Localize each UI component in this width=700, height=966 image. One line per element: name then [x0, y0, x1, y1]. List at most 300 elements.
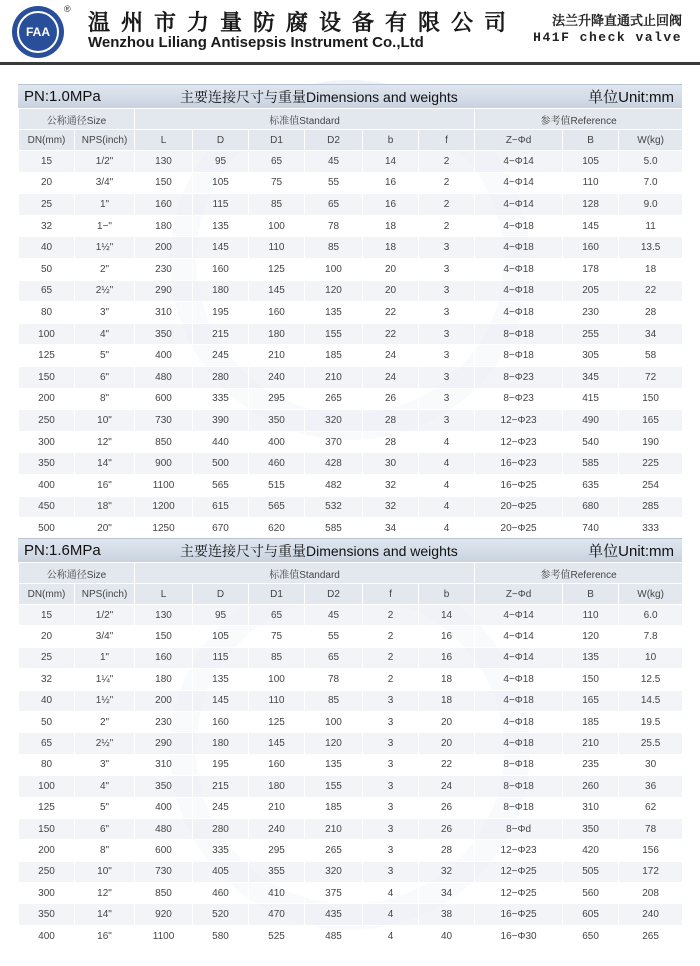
- table-cell: 265: [305, 840, 363, 861]
- table-cell: 505: [563, 861, 619, 882]
- table-cell: 3": [75, 754, 135, 775]
- table-row: [19, 776, 683, 797]
- table-cell: 450: [19, 496, 75, 518]
- table-cell: 3: [419, 410, 475, 432]
- table-cell: 22: [619, 280, 683, 302]
- table-cell: 420: [563, 840, 619, 861]
- table-cell: 350: [19, 904, 75, 925]
- table-cell: 28: [363, 431, 419, 453]
- table-row: [19, 323, 683, 345]
- table-cell: 3: [363, 818, 419, 839]
- table-cell: 1100: [135, 925, 193, 946]
- table-cell: 4: [419, 474, 475, 496]
- table-cell: 500: [19, 518, 75, 540]
- page-header: [0, 0, 700, 62]
- table-cell: 230: [563, 302, 619, 324]
- table-cell: 20: [363, 280, 419, 302]
- table-cell: 75: [249, 172, 305, 194]
- table-cell: 160: [135, 647, 193, 668]
- product-name-en: H41F check valve: [533, 30, 682, 45]
- table-cell: 200: [19, 388, 75, 410]
- table-cell: 210: [305, 818, 363, 839]
- table-cell: 4−Φ14: [475, 151, 563, 173]
- table-cell: 100: [19, 323, 75, 345]
- table-cell: 2": [75, 711, 135, 732]
- column-header: W(kg): [619, 130, 683, 151]
- table-cell: 435: [305, 904, 363, 925]
- table-cell: 65: [19, 733, 75, 754]
- table-cell: 78: [305, 215, 363, 237]
- table-cell: 230: [135, 711, 193, 732]
- table-cell: 310: [135, 302, 193, 324]
- table-cell: 130: [135, 151, 193, 173]
- table-cell: 38: [419, 904, 475, 925]
- table-cell: 9.0: [619, 194, 683, 216]
- table-cell: 180: [193, 280, 249, 302]
- table-cell: 34: [419, 883, 475, 904]
- table-cell: 14: [419, 605, 475, 626]
- table-cell: 30: [619, 754, 683, 775]
- table-cell: 300: [19, 883, 75, 904]
- column-header: NPS(inch): [75, 584, 135, 605]
- table-cell: 125: [19, 345, 75, 367]
- group-header-standard: 标准值Standard: [135, 109, 475, 130]
- faa-logo-text: FAA: [17, 11, 59, 53]
- table-cell: 310: [135, 754, 193, 775]
- table-cell: 32: [19, 669, 75, 690]
- column-header-row: [19, 130, 683, 151]
- table-cell: 265: [305, 388, 363, 410]
- table-row: [19, 711, 683, 732]
- table-cell: 24: [419, 776, 475, 797]
- column-header: b: [363, 130, 419, 151]
- table-cell: 20: [363, 258, 419, 280]
- table-cell: 540: [563, 431, 619, 453]
- table-row: [19, 453, 683, 475]
- table-cell: 24: [363, 366, 419, 388]
- column-header: W(kg): [619, 584, 683, 605]
- table-cell: 195: [193, 302, 249, 324]
- column-header: D1: [249, 130, 305, 151]
- table-cell: 320: [305, 410, 363, 432]
- pressure-rating: PN:1.0MPa: [24, 88, 101, 105]
- table-cell: 10": [75, 410, 135, 432]
- group-header-row: [19, 563, 683, 584]
- table-cell: 160: [249, 302, 305, 324]
- table-cell: 285: [619, 496, 683, 518]
- table-cell: 4−Φ14: [475, 605, 563, 626]
- table-cell: 730: [135, 861, 193, 882]
- table-cell: 740: [563, 518, 619, 540]
- table-cell: 335: [193, 388, 249, 410]
- table-cell: 5": [75, 345, 135, 367]
- unit-label: 单位Unit:mm: [588, 543, 674, 560]
- table-cell: 95: [193, 151, 249, 173]
- table-cell: 120: [563, 626, 619, 647]
- table-cell: 254: [619, 474, 683, 496]
- table-cell: 7.8: [619, 626, 683, 647]
- table-cell: 215: [193, 776, 249, 797]
- table-row: [19, 258, 683, 280]
- table-cell: 32: [363, 474, 419, 496]
- table-cell: 290: [135, 733, 193, 754]
- column-header: D: [193, 584, 249, 605]
- table-cell: 6": [75, 366, 135, 388]
- table-cell: 105: [193, 626, 249, 647]
- table-cell: 6.0: [619, 605, 683, 626]
- table-cell: 14": [75, 904, 135, 925]
- table-cell: 500: [193, 453, 249, 475]
- table-cell: 180: [249, 323, 305, 345]
- table-row: [19, 431, 683, 453]
- table-cell: 45: [305, 151, 363, 173]
- column-header: b: [419, 584, 475, 605]
- table-cell: 4": [75, 776, 135, 797]
- table-cell: 8−Φ23: [475, 366, 563, 388]
- table-cell: 210: [249, 797, 305, 818]
- table-cell: 4: [363, 904, 419, 925]
- section-title-bar: [18, 84, 682, 108]
- table-cell: 4−Φ14: [475, 194, 563, 216]
- table-cell: 520: [193, 904, 249, 925]
- table-cell: 4−Φ18: [475, 302, 563, 324]
- table-cell: 350: [19, 453, 75, 475]
- table-cell: 3: [363, 797, 419, 818]
- section-title-bar: [18, 538, 682, 562]
- table-cell: 3: [419, 258, 475, 280]
- table-cell: 34: [363, 518, 419, 540]
- table-cell: 470: [249, 904, 305, 925]
- table-cell: 110: [249, 690, 305, 711]
- table-cell: 14.5: [619, 690, 683, 711]
- table-cell: 13.5: [619, 237, 683, 259]
- table-cell: 110: [249, 237, 305, 259]
- table-cell: 165: [563, 690, 619, 711]
- column-header: B: [563, 584, 619, 605]
- table-cell: 78: [305, 669, 363, 690]
- table-cell: 370: [305, 431, 363, 453]
- table-cell: 16": [75, 474, 135, 496]
- table-cell: 15: [19, 605, 75, 626]
- table-cell: 85: [249, 194, 305, 216]
- section-title: 主要连接尺寸与重量Dimensions and weights: [180, 542, 458, 559]
- table-cell: 8": [75, 840, 135, 861]
- table-cell: 135: [193, 669, 249, 690]
- table-cell: 180: [135, 215, 193, 237]
- table-cell: 290: [135, 280, 193, 302]
- table-cell: 410: [249, 883, 305, 904]
- table-cell: 18: [363, 237, 419, 259]
- table-cell: 280: [193, 366, 249, 388]
- table-row: [19, 647, 683, 668]
- table-cell: 3: [419, 323, 475, 345]
- table-cell: 75: [249, 626, 305, 647]
- table-cell: 350: [249, 410, 305, 432]
- table-cell: 415: [563, 388, 619, 410]
- table-cell: 8−Φ18: [475, 345, 563, 367]
- table-cell: 585: [563, 453, 619, 475]
- table-cell: 565: [193, 474, 249, 496]
- table-cell: 2: [419, 151, 475, 173]
- table-cell: 125: [19, 797, 75, 818]
- table-cell: 490: [563, 410, 619, 432]
- table-cell: 20: [19, 172, 75, 194]
- table-cell: 65: [305, 194, 363, 216]
- table-cell: 24: [363, 345, 419, 367]
- table-row: [19, 840, 683, 861]
- table-cell: 900: [135, 453, 193, 475]
- column-header: D1: [249, 584, 305, 605]
- table-cell: 14": [75, 453, 135, 475]
- table-cell: 4−Φ18: [475, 215, 563, 237]
- table-row: [19, 172, 683, 194]
- table-cell: 7.0: [619, 172, 683, 194]
- table-cell: 178: [563, 258, 619, 280]
- table-cell: 6": [75, 818, 135, 839]
- table-cell: 375: [305, 883, 363, 904]
- table-cell: 250: [19, 410, 75, 432]
- table-cell: 32: [419, 861, 475, 882]
- table-cell: 16−Φ23: [475, 453, 563, 475]
- table-cell: 3: [363, 733, 419, 754]
- product-name-cn: 法兰升降直通式止回阀: [551, 13, 682, 28]
- table-cell: 145: [563, 215, 619, 237]
- table-cell: 100: [305, 258, 363, 280]
- table-cell: 210: [249, 345, 305, 367]
- table-cell: 18: [419, 690, 475, 711]
- table-cell: 460: [193, 883, 249, 904]
- table-cell: 22: [363, 323, 419, 345]
- table-cell: 4: [419, 453, 475, 475]
- table-cell: 150: [135, 626, 193, 647]
- table-cell: 15: [19, 151, 75, 173]
- table-cell: 135: [305, 302, 363, 324]
- table-cell: 428: [305, 453, 363, 475]
- table-cell: 150: [19, 366, 75, 388]
- table-cell: 210: [563, 733, 619, 754]
- table-cell: 12−Φ23: [475, 431, 563, 453]
- table-cell: 2: [419, 194, 475, 216]
- table-cell: 4−Φ18: [475, 733, 563, 754]
- table-cell: 532: [305, 496, 363, 518]
- table-row: [19, 904, 683, 925]
- table-cell: 565: [249, 496, 305, 518]
- table-row: [19, 215, 683, 237]
- table-cell: 160: [135, 194, 193, 216]
- table-cell: 240: [249, 366, 305, 388]
- table-cell: 25.5: [619, 733, 683, 754]
- table-cell: 320: [305, 861, 363, 882]
- table-cell: 125: [249, 711, 305, 732]
- table-cell: 3: [419, 366, 475, 388]
- table-cell: 8−Φ18: [475, 776, 563, 797]
- table-cell: 2: [363, 647, 419, 668]
- column-header: DN(mm): [19, 584, 75, 605]
- table-row: [19, 797, 683, 818]
- table-cell: 16−Φ25: [475, 904, 563, 925]
- table-cell: 2: [363, 605, 419, 626]
- pressure-rating: PN:1.6MPa: [24, 542, 101, 559]
- table-cell: 3: [363, 861, 419, 882]
- table-cell: 40: [19, 237, 75, 259]
- group-header-standard: 标准值Standard: [135, 563, 475, 584]
- table-cell: 32: [19, 215, 75, 237]
- table-cell: 405: [193, 861, 249, 882]
- table-cell: 400: [19, 474, 75, 496]
- table-cell: 115: [193, 647, 249, 668]
- table-cell: 3/4": [75, 626, 135, 647]
- column-header: D2: [305, 584, 363, 605]
- group-header-reference: 参考值Reference: [475, 109, 683, 130]
- table-cell: 160: [193, 258, 249, 280]
- table-cell: 50: [19, 711, 75, 732]
- table-row: [19, 818, 683, 839]
- table-cell: 12": [75, 883, 135, 904]
- table-cell: 155: [305, 323, 363, 345]
- table-cell: 180: [135, 669, 193, 690]
- table-cell: 135: [563, 647, 619, 668]
- table-cell: 130: [135, 605, 193, 626]
- table-cell: 482: [305, 474, 363, 496]
- table-cell: 26: [363, 388, 419, 410]
- table-cell: 480: [135, 818, 193, 839]
- table-cell: 265: [619, 925, 683, 946]
- table-row: [19, 754, 683, 775]
- table-cell: 4−Φ18: [475, 280, 563, 302]
- table-cell: 390: [193, 410, 249, 432]
- group-header-size: 公称通径Size: [19, 563, 135, 584]
- table-cell: 350: [563, 818, 619, 839]
- table-cell: 3: [363, 690, 419, 711]
- column-header: NPS(inch): [75, 130, 135, 151]
- table-cell: 3: [363, 840, 419, 861]
- table-cell: 155: [305, 776, 363, 797]
- table-cell: 16: [363, 172, 419, 194]
- table-cell: 335: [193, 840, 249, 861]
- table-cell: 245: [193, 797, 249, 818]
- table-cell: 18: [419, 669, 475, 690]
- table-cell: 4: [363, 883, 419, 904]
- table-cell: 135: [193, 215, 249, 237]
- table-cell: 3: [419, 388, 475, 410]
- table-cell: 250: [19, 861, 75, 882]
- table-cell: 3": [75, 302, 135, 324]
- table-cell: 4−Φ14: [475, 172, 563, 194]
- table-cell: 20: [419, 711, 475, 732]
- table-cell: 5": [75, 797, 135, 818]
- table-cell: 620: [249, 518, 305, 540]
- table-cell: 1/2": [75, 151, 135, 173]
- table-cell: 150: [619, 388, 683, 410]
- faa-logo: [12, 6, 64, 58]
- table-cell: 2½": [75, 280, 135, 302]
- table-cell: 400: [19, 925, 75, 946]
- table-cell: 1/2": [75, 605, 135, 626]
- table-cell: 1200: [135, 496, 193, 518]
- table-cell: 25: [19, 647, 75, 668]
- table-cell: 4−Φ18: [475, 711, 563, 732]
- table-cell: 40: [419, 925, 475, 946]
- table-cell: 255: [563, 323, 619, 345]
- table-cell: 50: [19, 258, 75, 280]
- column-header: L: [135, 130, 193, 151]
- header-divider: [0, 62, 700, 65]
- table-cell: 160: [249, 754, 305, 775]
- table-cell: 4−Φ18: [475, 690, 563, 711]
- table-cell: 125: [249, 258, 305, 280]
- table-cell: 4−Φ14: [475, 647, 563, 668]
- table-row: [19, 605, 683, 626]
- table-cell: 1¼": [75, 669, 135, 690]
- table-cell: 3: [419, 345, 475, 367]
- table-cell: 1250: [135, 518, 193, 540]
- table-cell: 20: [419, 733, 475, 754]
- table-row: [19, 194, 683, 216]
- table-cell: 2: [419, 215, 475, 237]
- column-header: B: [563, 130, 619, 151]
- table-cell: 20": [75, 518, 135, 540]
- table-cell: 62: [619, 797, 683, 818]
- table-cell: 920: [135, 904, 193, 925]
- table-cell: 605: [563, 904, 619, 925]
- table-cell: 3: [363, 776, 419, 797]
- section-pn10: [18, 84, 682, 540]
- table-cell: 5.0: [619, 151, 683, 173]
- table-body: [19, 605, 683, 947]
- table-cell: 235: [563, 754, 619, 775]
- table-cell: 80: [19, 302, 75, 324]
- table-cell: 128: [563, 194, 619, 216]
- column-header: D: [193, 130, 249, 151]
- table-cell: 150: [19, 818, 75, 839]
- table-cell: 850: [135, 431, 193, 453]
- table-body: [19, 151, 683, 540]
- table-cell: 4−Φ18: [475, 258, 563, 280]
- table-cell: 8−Φ18: [475, 754, 563, 775]
- table-cell: 180: [193, 733, 249, 754]
- table-cell: 1": [75, 647, 135, 668]
- table-cell: 28: [419, 840, 475, 861]
- table-cell: 36: [619, 776, 683, 797]
- table-cell: 350: [135, 323, 193, 345]
- table-cell: 12−Φ25: [475, 883, 563, 904]
- table-cell: 240: [619, 904, 683, 925]
- table-cell: 100: [19, 776, 75, 797]
- table-cell: 30: [363, 453, 419, 475]
- table-cell: 20: [19, 626, 75, 647]
- table-row: [19, 366, 683, 388]
- table-cell: 4": [75, 323, 135, 345]
- table-cell: 172: [619, 861, 683, 882]
- table-cell: 210: [305, 366, 363, 388]
- table-cell: 240: [249, 818, 305, 839]
- table-cell: 16: [419, 626, 475, 647]
- table-cell: 120: [305, 733, 363, 754]
- table-cell: 18: [363, 215, 419, 237]
- column-header-row: [19, 584, 683, 605]
- table-cell: 14: [363, 151, 419, 173]
- table-cell: 65: [249, 151, 305, 173]
- table-cell: 185: [305, 797, 363, 818]
- table-cell: 160: [563, 237, 619, 259]
- table-cell: 16: [363, 194, 419, 216]
- table-cell: 280: [193, 818, 249, 839]
- table-cell: 225: [619, 453, 683, 475]
- table-cell: 160: [193, 711, 249, 732]
- table-cell: 8−Φ18: [475, 797, 563, 818]
- table-cell: 100: [305, 711, 363, 732]
- table-cell: 18: [619, 258, 683, 280]
